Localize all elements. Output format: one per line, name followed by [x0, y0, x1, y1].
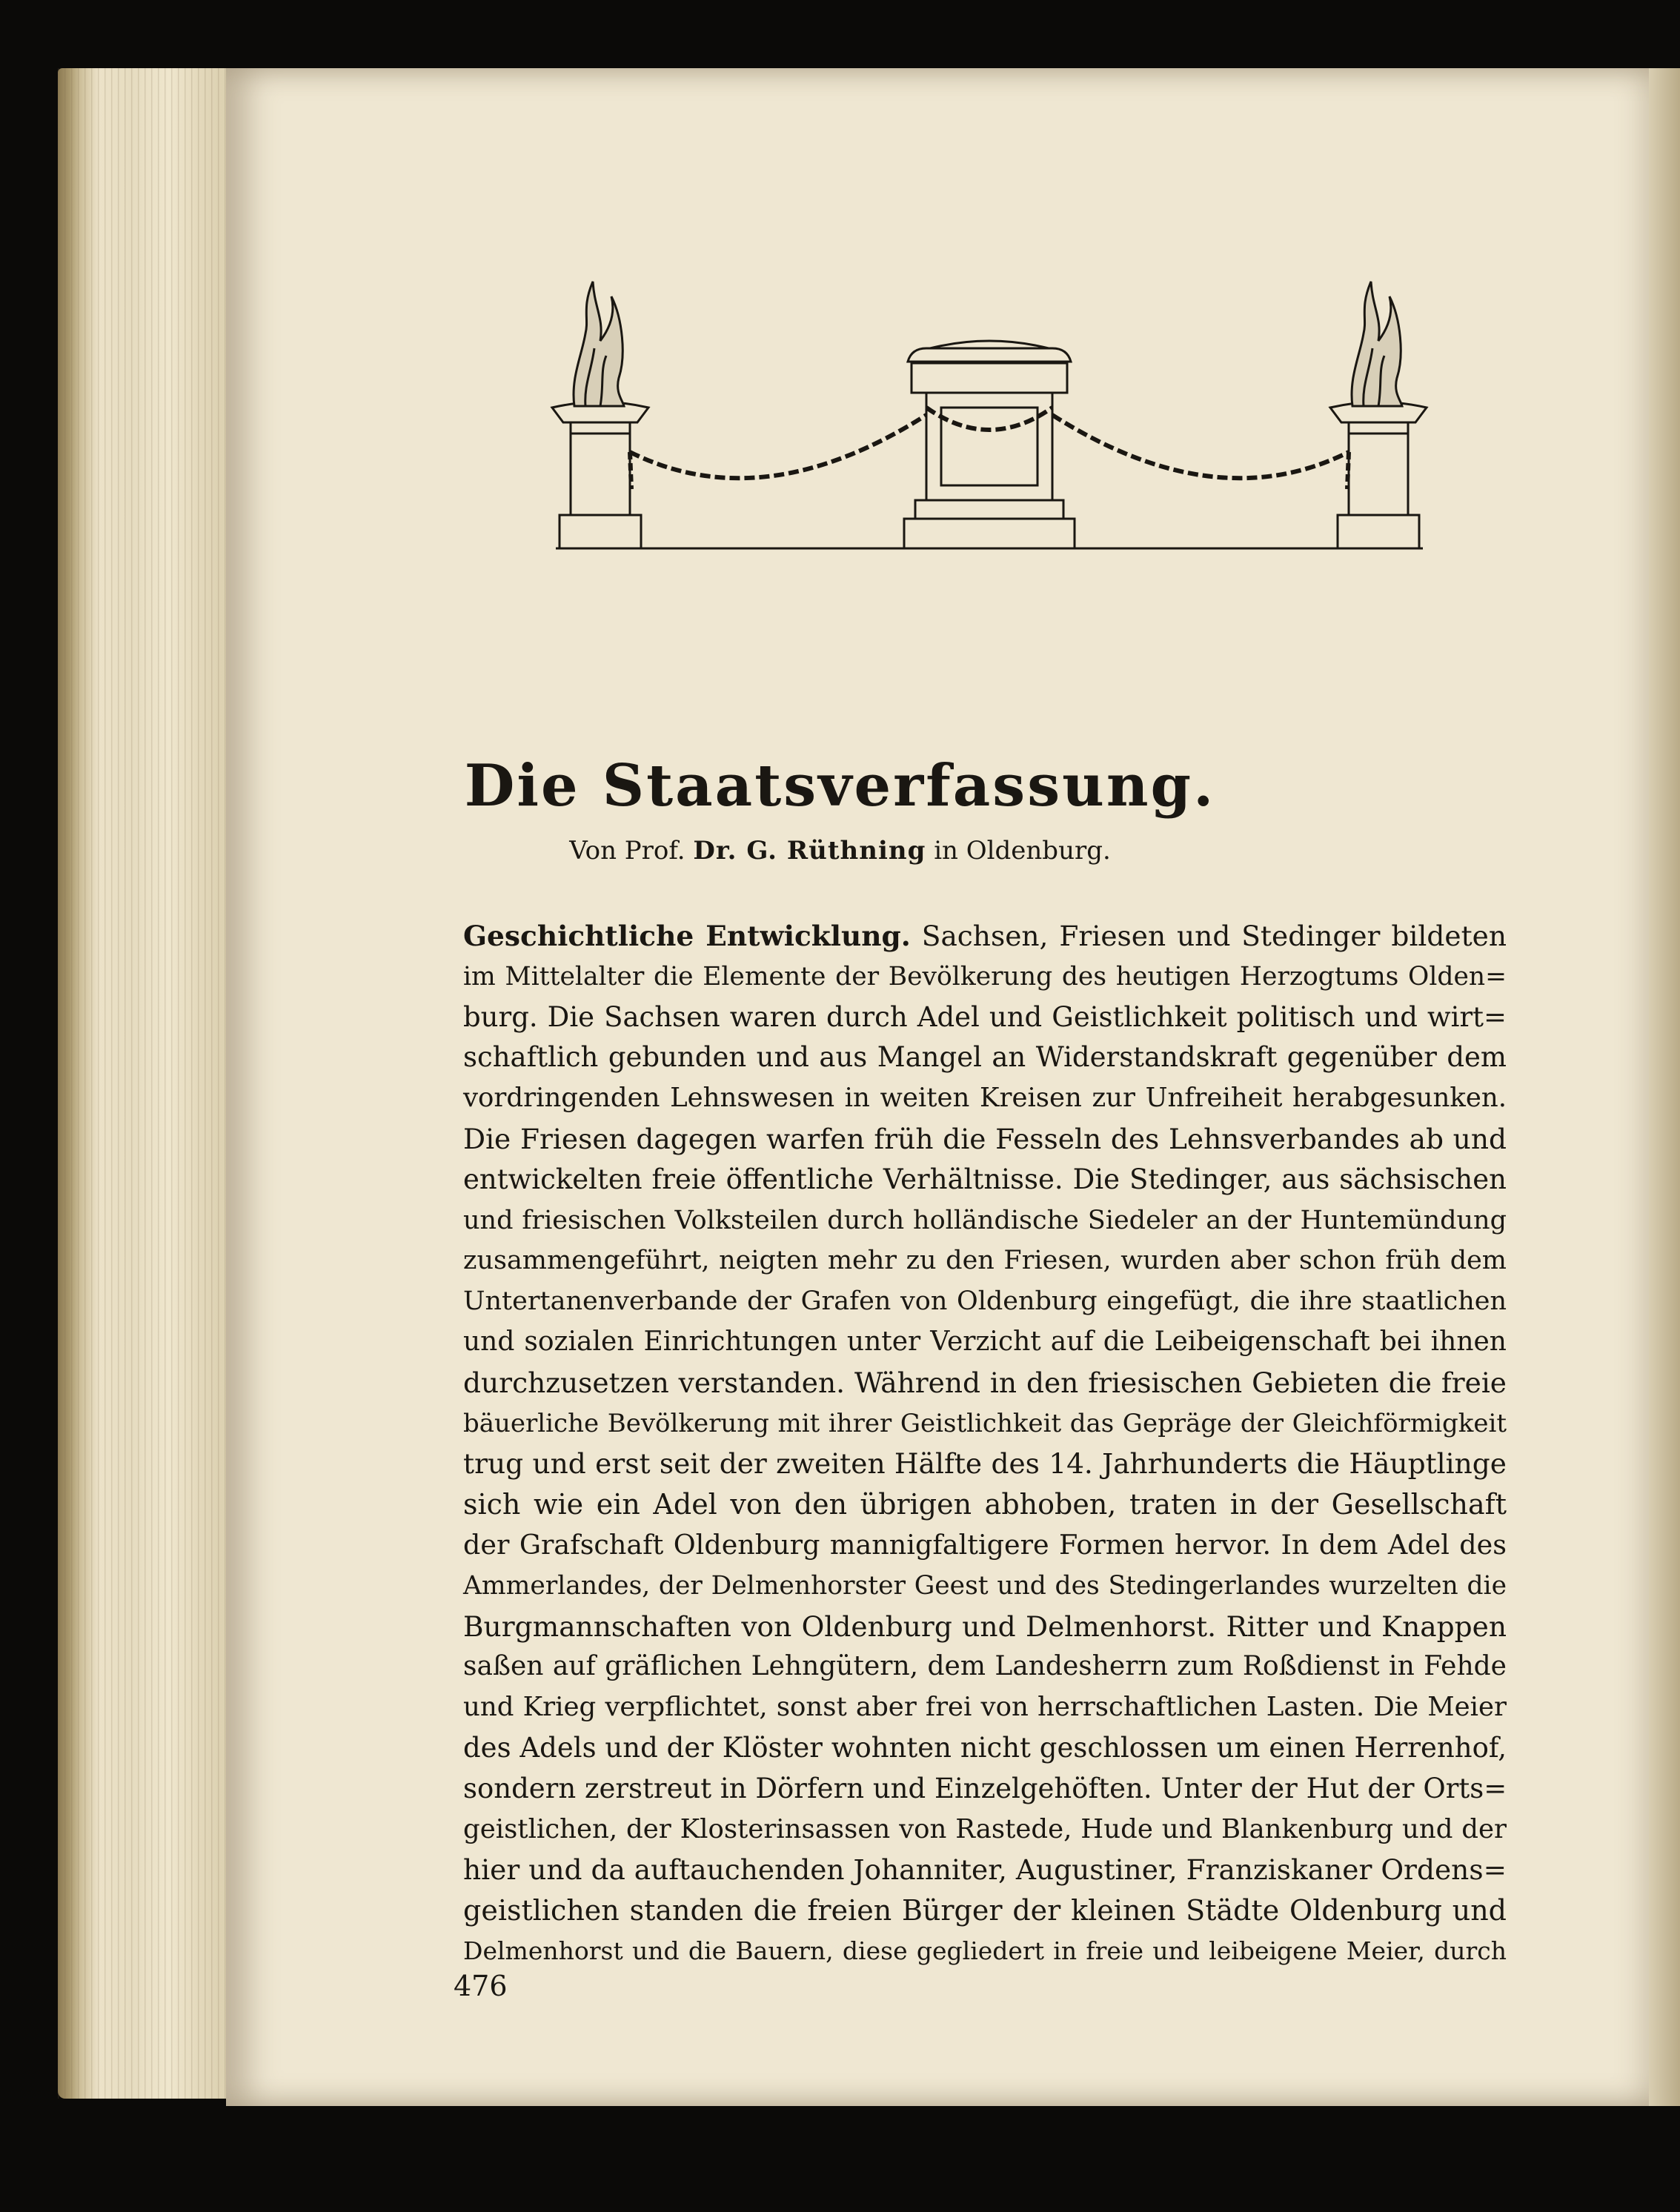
- text-line: durchzusetzen verstanden. Während in den friesischen Gebieten die freie: [463, 1366, 1507, 1399]
- text-line: Untertanenverbande der Grafen von Oldenburg eingefügt, die ihre staatlichen: [463, 1286, 1507, 1317]
- text-line: im Mittelalter die Elemente der Bevölkerung des heutigen Herzogtums Olden=: [463, 961, 1507, 992]
- section-heading: Geschichtliche Entwicklung.: [463, 920, 911, 952]
- text-line: sondern zerstreut in Dörfern und Einzelgehöften. Unter der Hut der Orts=: [463, 1772, 1507, 1804]
- text-line: burg. Die Sachsen waren durch Adel und Geistlichkeit politisch und wirt=: [463, 1000, 1507, 1033]
- byline-suffix: in Oldenburg.: [934, 836, 1111, 866]
- text-line: geistlichen, der Klosterinsassen von Rastede, Hude und Blankenburg und der: [463, 1813, 1507, 1844]
- text-line: und friesischen Volksteilen durch holländische Siedeler an der Huntemündung: [463, 1205, 1507, 1235]
- book-page-edges: [58, 68, 243, 2099]
- text-line: vordringenden Lehnswesen in weiten Kreisen zur Unfreiheit herabgesunken.: [463, 1083, 1507, 1114]
- text-line: und Krieg verpflichtet, sonst aber frei von herrschaftlichen Lasten. Die Meier: [463, 1692, 1507, 1723]
- monument-with-flames-and-chains-icon: [541, 274, 1438, 563]
- text-line: des Adels und der Klöster wohnten nicht geschlossen um einen Herrenhof,: [463, 1731, 1507, 1764]
- page-number: 476: [454, 1970, 508, 2002]
- text-line: Geschichtliche Entwicklung. Sachsen, Friesen und Stedinger bildeten: [463, 920, 1507, 952]
- text-line: Burgmannschaften von Oldenburg und Delmenhorst. Ritter und Knappen: [463, 1610, 1507, 1643]
- article-body: [463, 916, 1507, 1972]
- text-line: schaftlich gebunden und aus Mangel an Widerstandskraft gegenüber dem: [463, 1041, 1507, 1074]
- facing-page-edge: [1649, 68, 1680, 2106]
- text-line: Die Friesen dagegen warfen früh die Fesseln des Lehnsverbandes ab und: [463, 1122, 1507, 1155]
- text-line: Delmenhorst und die Bauern, diese gegliedert in freie und leibeigene Meier, durch: [463, 1936, 1507, 1965]
- text-line: entwickelten freie öffentliche Verhältnisse. Die Stedinger, aus sächsischen: [463, 1163, 1507, 1195]
- page-title: Die Staatsverfassung.: [464, 752, 1216, 820]
- text-line: geistlichen standen die freien Bürger der kleinen Städte Oldenburg und: [463, 1894, 1507, 1927]
- text-line: saßen auf gräflichen Lehngütern, dem Landesherrn zum Roßdienst in Fehde: [463, 1651, 1507, 1682]
- text-line: bäuerliche Bevölkerung mit ihrer Geistlichkeit das Gepräge der Gleichförmigkeit: [463, 1408, 1507, 1438]
- author-name: Dr. G. Rüthning: [693, 836, 926, 866]
- text-line: der Grafschaft Oldenburg mannigfaltigere Formen hervor. In dem Adel des: [463, 1528, 1507, 1561]
- text-line: sich wie ein Adel von den übrigen abhoben, traten in der Gesellschaft: [463, 1488, 1507, 1521]
- text-line: trug und erst seit der zweiten Hälfte des 14. Jahrhunderts die Häuptlinge: [463, 1447, 1507, 1481]
- text-line: hier und da auftauchenden Johanniter, Augustiner, Franziskaner Ordens=: [463, 1853, 1507, 1887]
- byline-prefix: Von Prof.: [569, 836, 685, 866]
- text-line: Ammerlandes, der Delmenhorster Geest und des Stedingerlandes wurzelten die: [463, 1570, 1507, 1601]
- author-byline: [0, 836, 1680, 866]
- text-line: und sozialen Einrichtungen unter Verzicht auf die Leibeigenschaft bei ihnen: [463, 1326, 1507, 1357]
- text-line: zusammengeführt, neigten mehr zu den Friesen, wurden aber schon früh dem: [463, 1246, 1507, 1276]
